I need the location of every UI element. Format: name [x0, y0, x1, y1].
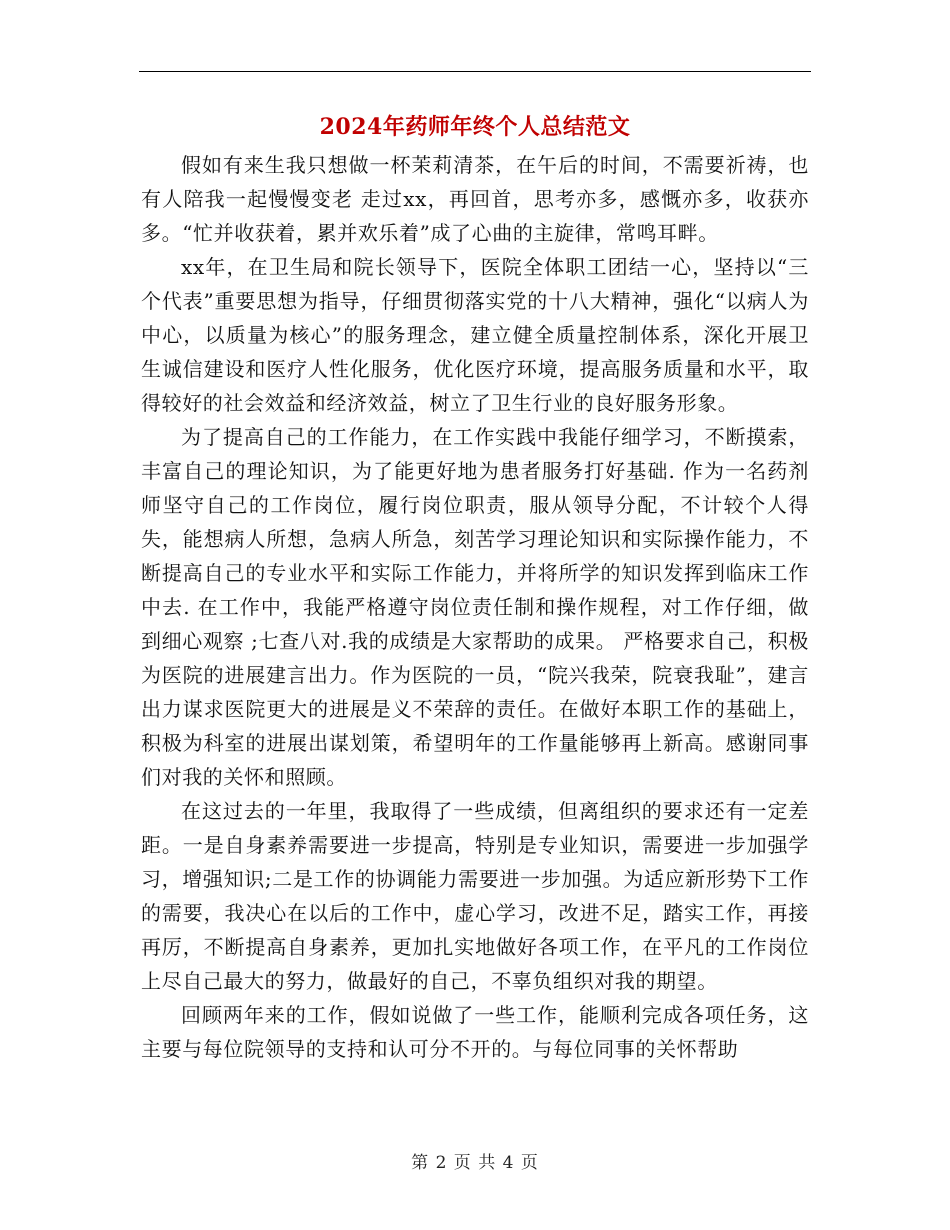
page-footer: 第 2 页 共 4 页	[411, 1153, 539, 1173]
paragraph-3: 为了提高自己的工作能力，在工作实践中我能仔细学习，不断摸索，丰富自己的理论知识，为了能更好地为患者服务打好基础. 作为一名药剂师坚守自己的工作岗位，履行岗位职责，服从领导分配，不计较个人得失，能想病人所想，急病人所急，刻苦学习理论知识和实际操作能力，不断提高自己的专业水平和实际工作能力，并将所学的知识发挥到临床工作中去. 在工作中，我能严格遵守岗位责任制和操作规程，对工作仔细，做到细心观察 ;七查八对.我的成绩是大家帮助的成果。 严格要求自己，积极为医院的进展建言出力。作为医院的一员，“院兴我荣，院衰我耻”，建言出力谋求医院更大的进展是义不荣辞的责任。在做好本职工作的基础上，积极为科室的进展出谋划策，希望明年的工作量能够再上新高。感谢同事们对我的关怀和照顾。	[141, 425, 809, 789]
document-body	[141, 148, 809, 1066]
paragraph-2: xx年，在卫生局和院长领导下，医院全体职工团结一心，坚持以“三个代表”重要思想为指导，仔细贯彻落实党的十八大精神，强化“以病人为中心，以质量为核心”的服务理念，建立健全质量控制体系，深化开展卫生诚信建设和医疗人性化服务，优化医疗环境，提高服务质量和水平，取得较好的社会效益和经济效益，树立了卫生行业的良好服务形象。	[141, 255, 809, 415]
paragraph-5: 回顾两年来的工作，假如说做了一些工作，能顺利完成各项任务，这主要与每位院领导的支持和认可分不开的。与每位同事的关怀帮助	[141, 1003, 809, 1061]
document-title: 2024年药师年终个人总结范文	[319, 114, 631, 140]
paragraph-4: 在这过去的一年里，我取得了一些成绩，但离组织的要求还有一定差距。一是自身素养需要进一步提高，特别是专业知识，需要进一步加强学习，增强知识;二是工作的协调能力需要进一步加强。为适应新形势下工作的需要，我决心在以后的工作中，虚心学习，改进不足，踏实工作，再接再厉，不断提高自身素养，更加扎实地做好各项工作，在平凡的工作岗位上尽自己最大的努力，做最好的自己，不辜负组织对我的期望。	[141, 799, 809, 993]
paragraph-1: 假如有来生我只想做一杯茉莉清茶，在午后的时间，不需要祈祷，也有人陪我一起慢慢变老 走过xx，再回首，思考亦多，感慨亦多，收获亦多。“忙并收获着，累并欢乐着”成了心曲的主旋律，常鸣耳畔。	[141, 153, 809, 245]
header-rule	[139, 71, 811, 72]
